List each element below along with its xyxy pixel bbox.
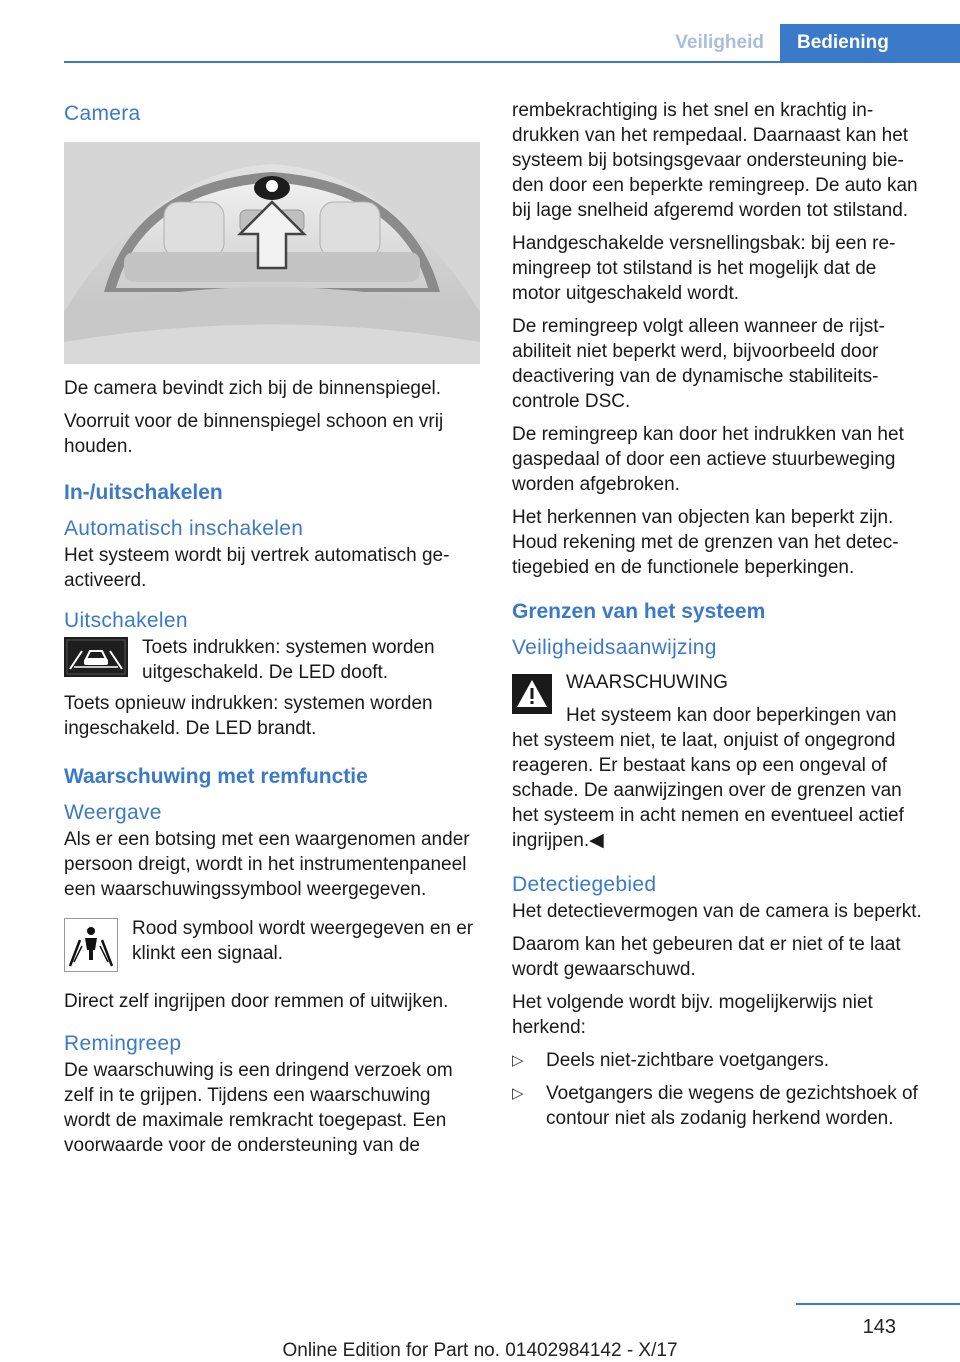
footer-rule	[796, 1303, 960, 1305]
direct-action-text: Direct zelf ingrijpen door remmen of uitwijken.	[64, 991, 449, 1012]
section-title-waarschuwing-remfunctie: Waarschuwing met remfunctie	[64, 765, 368, 788]
list-item-text: Voetgangers die wegens de gezichtshoek of contour niet als zodanig herkend worden.	[546, 1083, 918, 1129]
subtitle-automatisch-inschakelen: Automatisch inschakelen	[64, 517, 304, 540]
section-title-grenzen: Grenzen van het systeem	[512, 600, 766, 623]
list-item	[512, 1081, 928, 1131]
warning-row	[512, 670, 928, 728]
right-column	[512, 98, 928, 1139]
subtitle-remingreep: Remingreep	[64, 1032, 182, 1055]
subtitle-uitschakelen: Uitschakelen	[64, 609, 188, 632]
pedestrian-warning-icon	[64, 918, 118, 977]
inschakelen-again-text: Toets opnieuw indrukken: systemen worden ingeschakeld. De LED brandt.	[64, 693, 433, 739]
warning-triangle-icon	[512, 674, 552, 719]
rear-windshield-camera-photo	[64, 142, 480, 364]
rembekrachtiging-text: rembekrachtiging is het snel en krachtig indrukken van het rempedaal. Daarnaast kan het systeem bij botsingsgevaar ondersteuning bieden door een beperkte remingreep. De auto kan bij lage snelheid afgeremd worden tot stilstand.	[512, 100, 918, 221]
remingreep-text: De waarschuwing is een dringend verzoek om zelf in te grijpen. Tijdens een waarschuwing wordt de maximale remkracht toegepast. Een voorwaarde voor de ondersteuning van de	[64, 1060, 453, 1156]
header-rule	[64, 61, 960, 63]
warning-label: WAARSCHUWING	[566, 672, 728, 693]
camera-location-text: De camera bevindt zich bij de binnenspiegel.	[64, 378, 442, 399]
warning-text-rest: het systeem niet, te laat, onjuist of ongegrond reageren. Er bestaat kans op een ongeval of schade. De aanwijzingen over de grenzen van het systeem in acht nemen en eventueel actief ingrijpen.◀	[512, 730, 904, 851]
list-item	[512, 1048, 928, 1073]
driver-assist-button-icon	[64, 637, 128, 682]
detectie-text-2: Daarom kan het gebeuren dat er niet of te laat wordt gewaarschuwd.	[512, 934, 901, 980]
afbreken-text: De remingreep kan door het indrukken van het gaspedaal of door een actieve stuurbeweging worden afgebroken.	[512, 424, 904, 495]
left-column	[64, 100, 480, 1166]
weergave-text: Als er een botsing met een waargenomen ander persoon dreigt, wordt in het instrumentenpaneel een waarschuwingssymbool weergegeven.	[64, 829, 470, 900]
triangle-bullet-icon: ▷	[512, 1052, 524, 1069]
rijstabiliteit-text: De remingreep volgt alleen wanneer de rijstabiliteit niet beperkt werd, bijvoorbeeld door deactivering van de dynamische stabiliteitscontrole DSC.	[512, 316, 885, 412]
uitschakelen-row	[64, 635, 480, 685]
detectie-text-3: Het volgende wordt bijv. mogelijkerwijs niet herkend:	[512, 992, 873, 1038]
detectie-text-1: Het detectievermogen van de camera is beperkt.	[512, 901, 922, 922]
page-number: 143	[862, 1316, 896, 1338]
chapter-tabs	[659, 24, 960, 61]
auto-activation-text: Het systeem wordt bij vertrek automatisch geactiveerd.	[64, 545, 450, 591]
tab-bediening[interactable]: Bediening	[780, 24, 960, 61]
tab-veiligheid[interactable]: Veiligheid	[675, 32, 764, 53]
section-title-camera: Camera	[64, 102, 141, 125]
subtitle-veiligheidsaanwijzing: Veiligheidsaanwijzing	[512, 636, 717, 659]
warning-text-first: Het systeem kan door beperkingen van	[566, 705, 897, 726]
camera-clean-text: Voorruit voor de binnenspiegel schoon en vrij houden.	[64, 411, 444, 457]
herkennen-text: Het herkennen van objecten kan beperkt zijn. Houd rekening met de grenzen van het detectiegebied en de functionele beperkingen.	[512, 507, 899, 578]
versnellingsbak-text: Handgeschakelde versnellingsbak: bij een remingreep tot stilstand is het mogelijk dat de motor uitgeschakeld wordt.	[512, 233, 896, 304]
red-symbol-text: Rood symbool wordt weergegeven en er klinkt een signaal.	[132, 918, 474, 964]
list-item-text: Deels niet-zichtbare voetgangers.	[546, 1050, 830, 1071]
triangle-bullet-icon: ▷	[512, 1085, 524, 1102]
uitschakelen-text: Toets indrukken: systemen worden uitgeschakeld. De LED dooft.	[142, 637, 435, 683]
subtitle-detectiegebied: Detectiegebied	[512, 873, 657, 896]
edition-footer: Online Edition for Part no. 01402984142 - X/17	[282, 1340, 678, 1361]
subtitle-weergave: Weergave	[64, 801, 162, 824]
pedestrian-symbol-row	[64, 916, 480, 977]
section-title-in-uitschakelen: In-/uitschakelen	[64, 481, 223, 504]
